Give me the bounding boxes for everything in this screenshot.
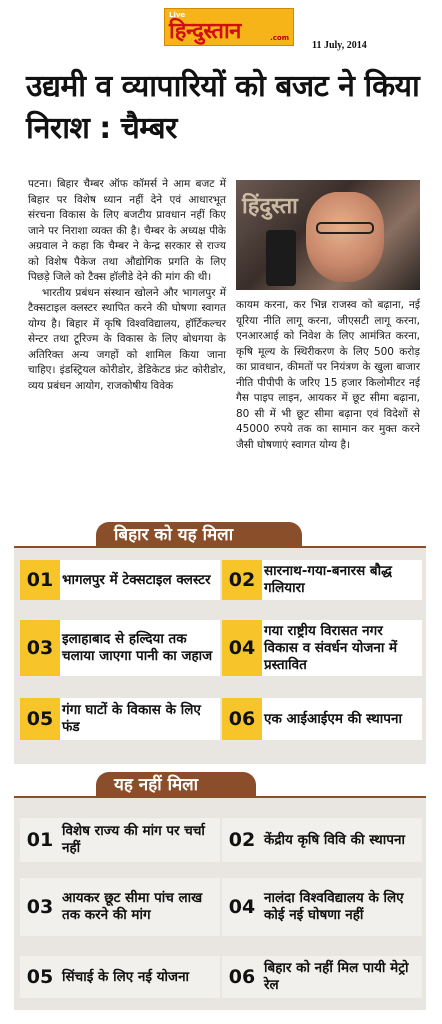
not-got-list-panel bbox=[14, 796, 426, 1010]
item-number: 04 bbox=[228, 896, 256, 918]
got-item-04 bbox=[222, 620, 422, 676]
item-number: 02 bbox=[228, 829, 256, 851]
item-number: 04 bbox=[222, 620, 262, 676]
item-text: सारनाथ-गया-बनारस बौद्ध गलियारा bbox=[264, 563, 392, 596]
got-list-panel bbox=[14, 546, 426, 764]
not-got-item-03 bbox=[20, 878, 220, 936]
item-number: 06 bbox=[228, 966, 256, 988]
article-paragraph-1: पटना। बिहार चैम्बर ऑफ कॉमर्स ने आम बजट में बिहार पर विशेष ध्यान नहीं देने एवं आधारभूत संरचना विकास के लिए बजटीय प्रावधान नहीं किए जाने पर निराशा व्यक्त की है। चैम्बर के अध्यक्ष पीके अग्रवाल ने कहा कि चैम्बर ने केन्द्र सरकार से राज्य को विशेष पैकेज तथा औद्योगिक प्रगति के लिए पिछड़े जिले को टैक्स हॉलीडे देने की मांग की थी। bbox=[28, 178, 226, 283]
item-number: 05 bbox=[20, 698, 60, 740]
article-left-column bbox=[28, 177, 226, 394]
item-text: केंद्रीय कृषि विवि की स्थापना bbox=[264, 831, 405, 848]
item-number: 03 bbox=[20, 620, 60, 676]
item-text: गंगा घाटों के विकास के लिए फंड bbox=[62, 702, 201, 735]
item-number: 02 bbox=[222, 560, 262, 600]
got-item-03 bbox=[20, 620, 220, 676]
section-title-not-got: यह नहीं मिला bbox=[96, 772, 256, 798]
item-text: सिंचाई के लिए नई योजना bbox=[62, 968, 190, 985]
item-text: नालंदा विश्वविद्यालय के लिए कोई नई घोषणा नहीं bbox=[264, 890, 404, 923]
item-text: इलाहाबाद से हल्दिया तक चलाया जाएगा पानी का जहाज bbox=[62, 631, 213, 664]
publication-date: 11 July, 2014 bbox=[312, 40, 367, 51]
logo-wordmark: हिन्दुस्तान bbox=[169, 19, 241, 44]
section-title-got: बिहार को यह मिला bbox=[96, 522, 302, 548]
not-got-item-06 bbox=[222, 956, 422, 998]
item-text: एक आईआईएम की स्थापना bbox=[264, 710, 402, 727]
not-got-item-01 bbox=[20, 818, 220, 862]
photo-backdrop-text: हिंदुस्ता bbox=[242, 194, 298, 219]
article-right-column: कायम करना, कर भिन्न राजस्व को बढ़ाना, नई यूरिया नीति लागू करना, जीएसटी लागू करना, एनआरआई को निवेश के लिए आमंत्रित करना, कृषि मूल्य के स्थिरीकरण के लिए 500 करोड़ का प्रावधान, कीमतों पर नियंत्रण के खुला बाजार नीति पीपीपी के जरिए 15 हजार किलोमीटर नई गैस पाइप लाइन, आयकर में छूट सीमा बढ़ाना, 80 सी में भी छूट सीमा बढ़ाना एवं विदेशों से 45000 रुपये तक का सामान कर मुक्त करने जैसी घोषणाएं स्वागत योग्य है। bbox=[236, 299, 420, 451]
item-number: 01 bbox=[20, 560, 60, 600]
item-number: 03 bbox=[26, 896, 54, 918]
not-got-item-02 bbox=[222, 818, 422, 862]
logo-dotcom: .com bbox=[270, 34, 289, 42]
not-got-item-04 bbox=[222, 878, 422, 936]
article-paragraph-2: भारतीय प्रबंधन संस्थान खोलने और भागलपुर में टैक्सटाइल क्लस्टर स्थापित करने की घोषणा स्वागत योग्य है। बिहार में कृषि विश्वविद्यालय, हॉर्टिकल्चर सेन्टर तथा टूरिज्म के विकास के लिए बोधगया के अतिरिक्त अन्य जगहों को शामिल किया जाना चाहिए। इंडस्ट्रियल कोरीडोर, डेडिकेटड फ्रंट कोरीडोर, व्यय प्रबंधन आयोग, राजकोषीय विवेक bbox=[28, 286, 226, 392]
item-text: बिहार को नहीं मिल पायी मेट्रो रेल bbox=[264, 960, 409, 993]
item-number: 05 bbox=[26, 966, 54, 988]
item-text: आयकर छूट सीमा पांच लाख तक करने की मांग bbox=[62, 890, 203, 923]
speaker-face bbox=[306, 192, 384, 282]
got-item-06 bbox=[222, 698, 422, 740]
speaker-photo bbox=[236, 180, 420, 290]
item-number: 01 bbox=[26, 829, 54, 851]
item-number: 06 bbox=[222, 698, 262, 740]
headline: उद्यमी व व्यापारियों को बजट ने किया निराश : चैम्बर bbox=[26, 69, 420, 146]
got-item-01 bbox=[20, 560, 220, 600]
item-text: गया राष्ट्रीय विरासत नगर विकास व संवर्धन योजना में प्रस्तावित bbox=[264, 622, 398, 673]
item-text: भागलपुर में टेक्सटाइल क्लस्टर bbox=[62, 571, 211, 588]
microphone-icon bbox=[266, 230, 296, 286]
glasses-shape bbox=[316, 222, 374, 234]
logo-live-tag: Live bbox=[169, 11, 186, 19]
newspaper-logo bbox=[164, 8, 294, 46]
not-got-item-05 bbox=[20, 956, 220, 998]
got-item-05 bbox=[20, 698, 220, 740]
got-item-02 bbox=[222, 560, 422, 600]
item-text: विशेष राज्य की मांग पर चर्चा नहीं bbox=[62, 823, 205, 856]
